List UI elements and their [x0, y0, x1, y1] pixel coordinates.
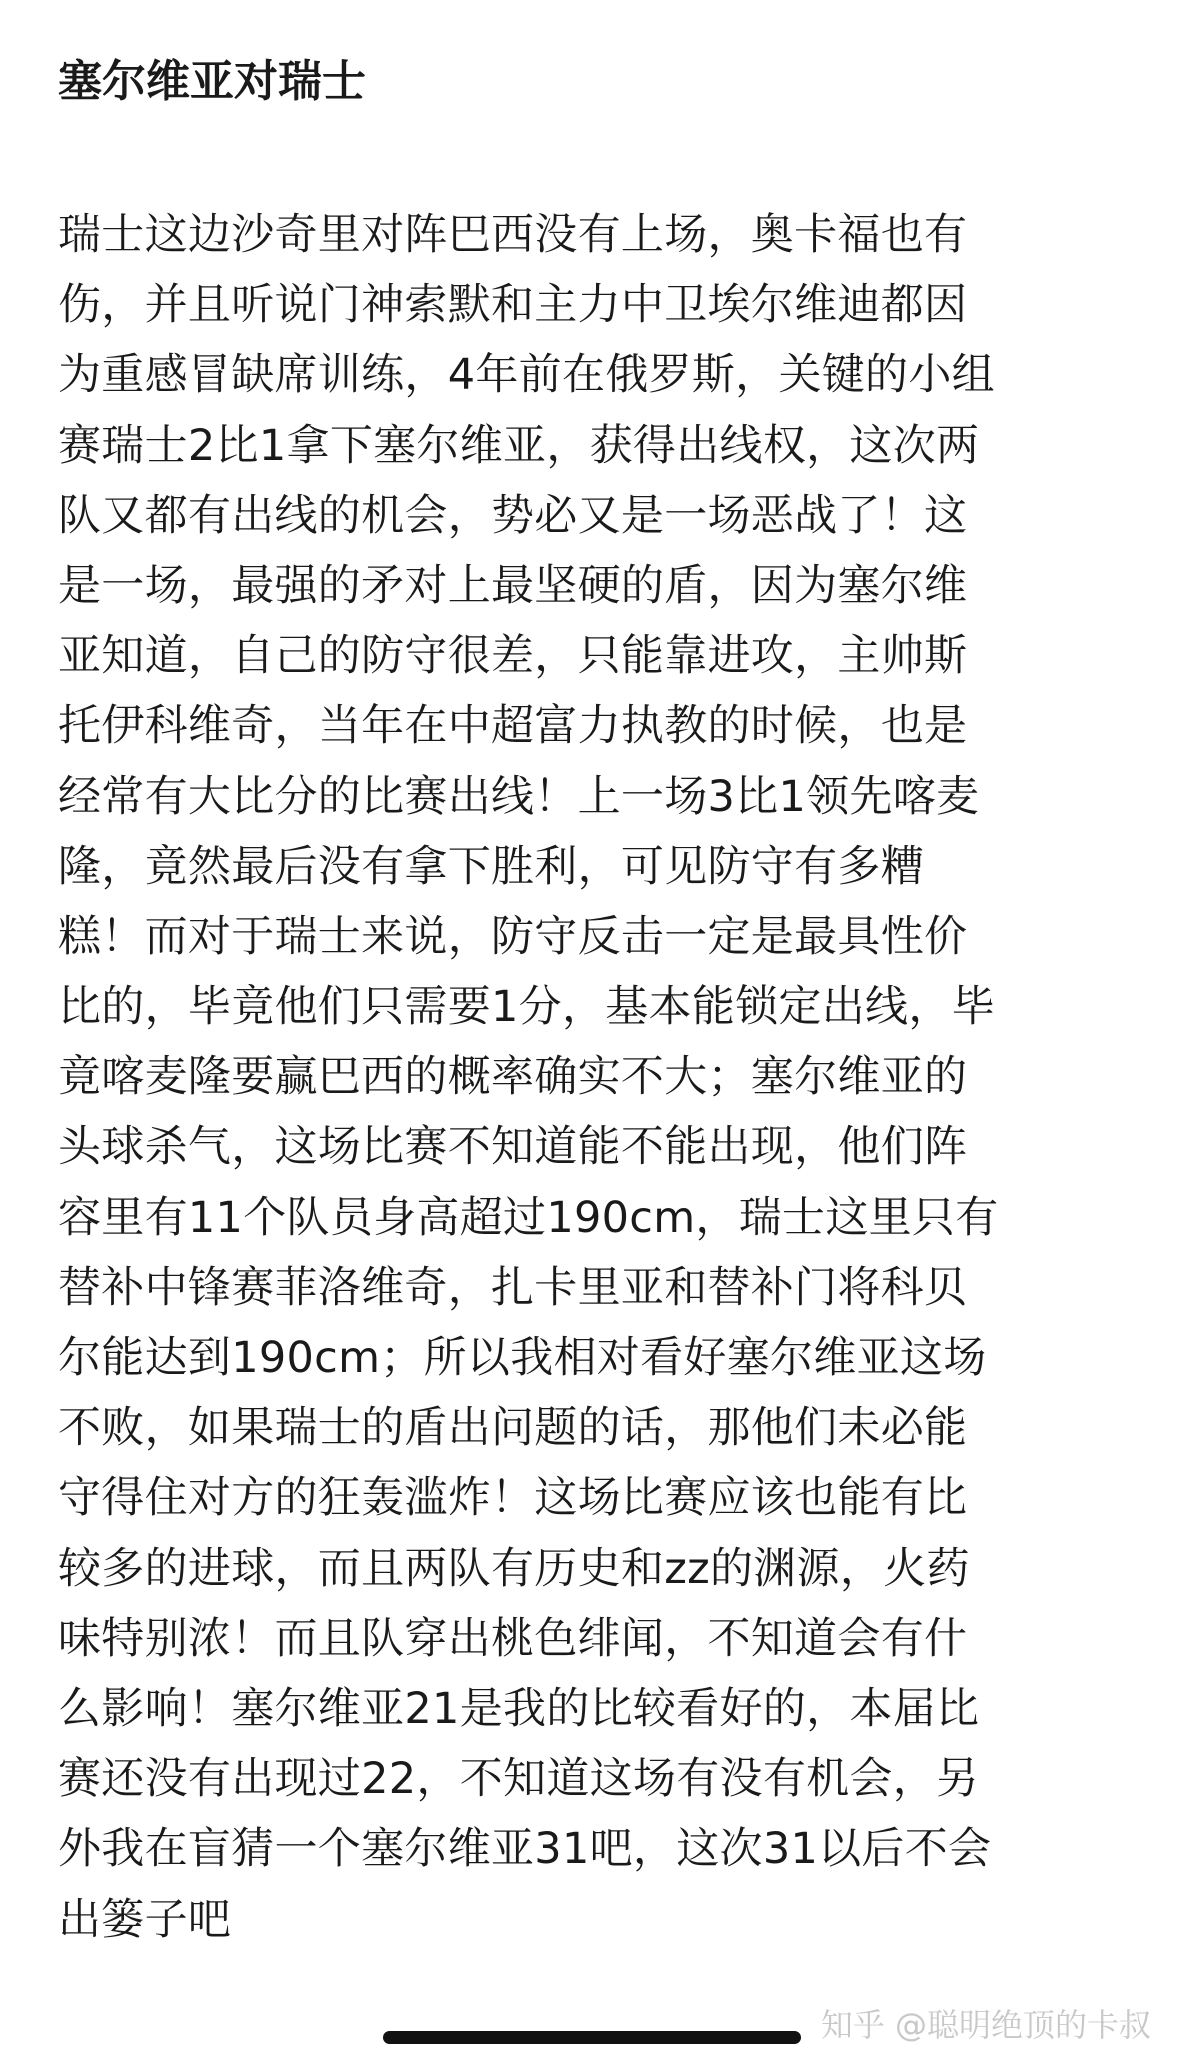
zhihu-watermark: 知乎 @聪明绝顶的卡叔 — [820, 2006, 1151, 2044]
body-line: 替补中锋赛菲洛维奇，扎卡里亚和替补门将科贝 — [58, 1262, 968, 1313]
body-line: 亚知道，自己的防守很差，只能靠进攻，主帅斯 — [58, 631, 968, 682]
body-line: 头球杀气，这场比赛不知道能不能出现，他们阵 — [58, 1122, 968, 1173]
body-line: 味特别浓！而且队穿出桃色绯闻，不知道会有什 — [58, 1613, 968, 1664]
body-line: 隆，竟然最后没有拿下胜利，可见防守有多糟 — [58, 841, 924, 892]
body-line: 竟喀麦隆要赢巴西的概率确实不大；塞尔维亚的 — [58, 1052, 968, 1103]
article-title: 塞尔维亚对瑞士 — [58, 56, 366, 107]
body-line: 赛还没有出现过22，不知道这场有没有机会，另 — [58, 1754, 980, 1805]
body-line: 队又都有出线的机会，势必又是一场恶战了！这 — [58, 490, 968, 541]
body-line: 么影响！塞尔维亚21是我的比较看好的，本届比 — [58, 1683, 980, 1734]
body-line: 尔能达到190cm；所以我相对看好塞尔维亚这场 — [58, 1333, 987, 1383]
body-line: 伤，并且听说门神索默和主力中卫埃尔维迪都因 — [58, 280, 968, 331]
body-line: 外我在盲猜一个塞尔维亚31吧，这次31以后不会 — [58, 1824, 992, 1875]
body-line: 经常有大比分的比赛出线！上一场3比1领先喀麦 — [58, 771, 980, 822]
body-line: 瑞士这边沙奇里对阵巴西没有上场，奥卡福也有 — [58, 210, 968, 260]
body-line: 糕！而对于瑞士来说，防守反击一定是最具性价 — [58, 911, 968, 962]
body-line: 赛瑞士2比1拿下塞尔维亚，获得出线权，这次两 — [58, 420, 980, 471]
body-line: 不败，如果瑞士的盾出问题的话，那他们未必能 — [58, 1403, 968, 1454]
body-line: 守得住对方的狂轰滥炸！这场比赛应该也能有比 — [58, 1473, 968, 1524]
home-indicator-bar[interactable] — [383, 2031, 801, 2044]
body-line: 较多的进球，而且两队有历史和zz的渊源，火药 — [58, 1543, 970, 1594]
body-line: 比的，毕竟他们只需要1分，基本能锁定出线，毕 — [58, 982, 995, 1033]
body-line: 托伊科维奇，当年在中超富力执教的时候，也是 — [58, 701, 968, 752]
body-line: 出篓子吧 — [58, 1894, 232, 1945]
body-line: 是一场，最强的矛对上最坚硬的盾，因为塞尔维 — [58, 560, 968, 611]
article-body — [58, 200, 1138, 1955]
body-line: 为重感冒缺席训练，4年前在俄罗斯，关键的小组 — [58, 350, 995, 401]
body-line: 容里有11个队员身高超过190cm，瑞士这里只有 — [58, 1192, 999, 1243]
